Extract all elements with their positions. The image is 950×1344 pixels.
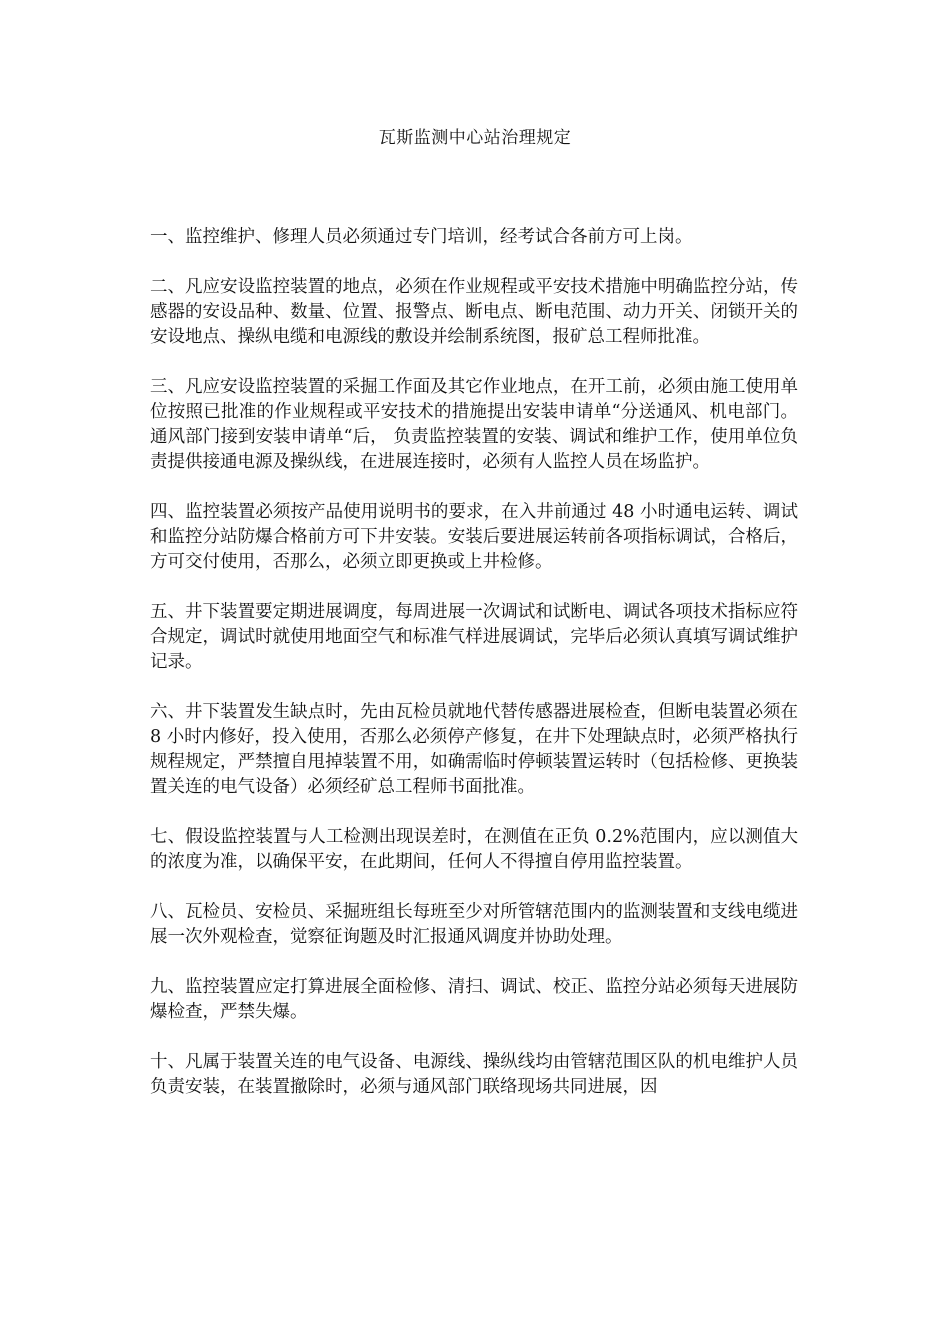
document-body [150, 225, 798, 1125]
paragraph-8: 八、瓦检员、安检员、采掘班组长每班至少对所管辖范围内的监测装置和支线电缆进展一次外观检查，觉察征询题及时汇报通风调度并协助处理。 [150, 902, 798, 947]
paragraph-2: 二、凡应安设监控装置的地点，必须在作业规程或平安技术措施中明确监控分站，传感器的安设品种、数量、位置、报警点、断电点、断电范围、动力开关、闭锁开关的安设地点、操纵电缆和电源线的敷设并绘制系统图，报矿总工程师批准。 [150, 277, 798, 347]
paragraph-10: 十、凡属于装置关连的电气设备、电源线、操纵线均由管辖范围区队的机电维护人员负责安装，在装置撤除时，必须与通风部门联络现场共同进展，因 [150, 1052, 798, 1097]
paragraph-5: 五、井下装置要定期进展调度，每周进展一次调试和试断电、调试各项技术指标应符合规定，调试时就使用地面空气和标准气样进展调试，完毕后必须认真填写调试维护记录。 [150, 602, 798, 672]
paragraph-7: 七、假设监控装置与人工检测出现误差时，在测值在正负 0.2%范围内，应以测值大的浓度为准，以确保平安，在此期间，任何人不得擅自停用监控装置。 [150, 827, 798, 872]
paragraph-4: 四、监控装置必须按产品使用说明书的要求，在入井前通过 48 小时通电运转、调试和监控分站防爆合格前方可下井安装。安装后要进展运转前各项指标调试，合格后，方可交付使用，否那么，必须立即更换或上井检修。 [150, 502, 798, 572]
paragraph-1: 一、监控维护、修理人员必须通过专门培训，经考试合各前方可上岗。 [150, 227, 693, 247]
document-title: 瓦斯监测中心站治理规定 [378, 128, 572, 148]
paragraph-6: 六、井下装置发生缺点时，先由瓦检员就地代替传感器进展检查，但断电装置必须在 8 小时内修好，投入使用，否那么必须停产修复，在井下处理缺点时，必须严格执行规程规定，严禁擅自甩掉装置不用，如确需临时停顿装置运转时（包括检修、更换装置关连的电气设备）必须经矿总工程师书面批准。 [150, 702, 798, 797]
paragraph-9: 九、监控装置应定打算进展全面检修、清扫、调试、校正、监控分站必须每天进展防 爆检查，严禁失爆。 [150, 977, 798, 1022]
paragraph-3: 三、凡应安设监控装置的采掘工作面及其它作业地点，在开工前，必须由施工使用单位按照已批准的作业规程或平安技术的措施提出安装申请单“分送通风、机电部门。通风部门接到安装申请单“后， 负责监控装置的安装、调试和维护工作，使用单位负责提供接通电源及操纵线，在进展连接时，必须有人监控人员在场监护。 [150, 377, 798, 472]
